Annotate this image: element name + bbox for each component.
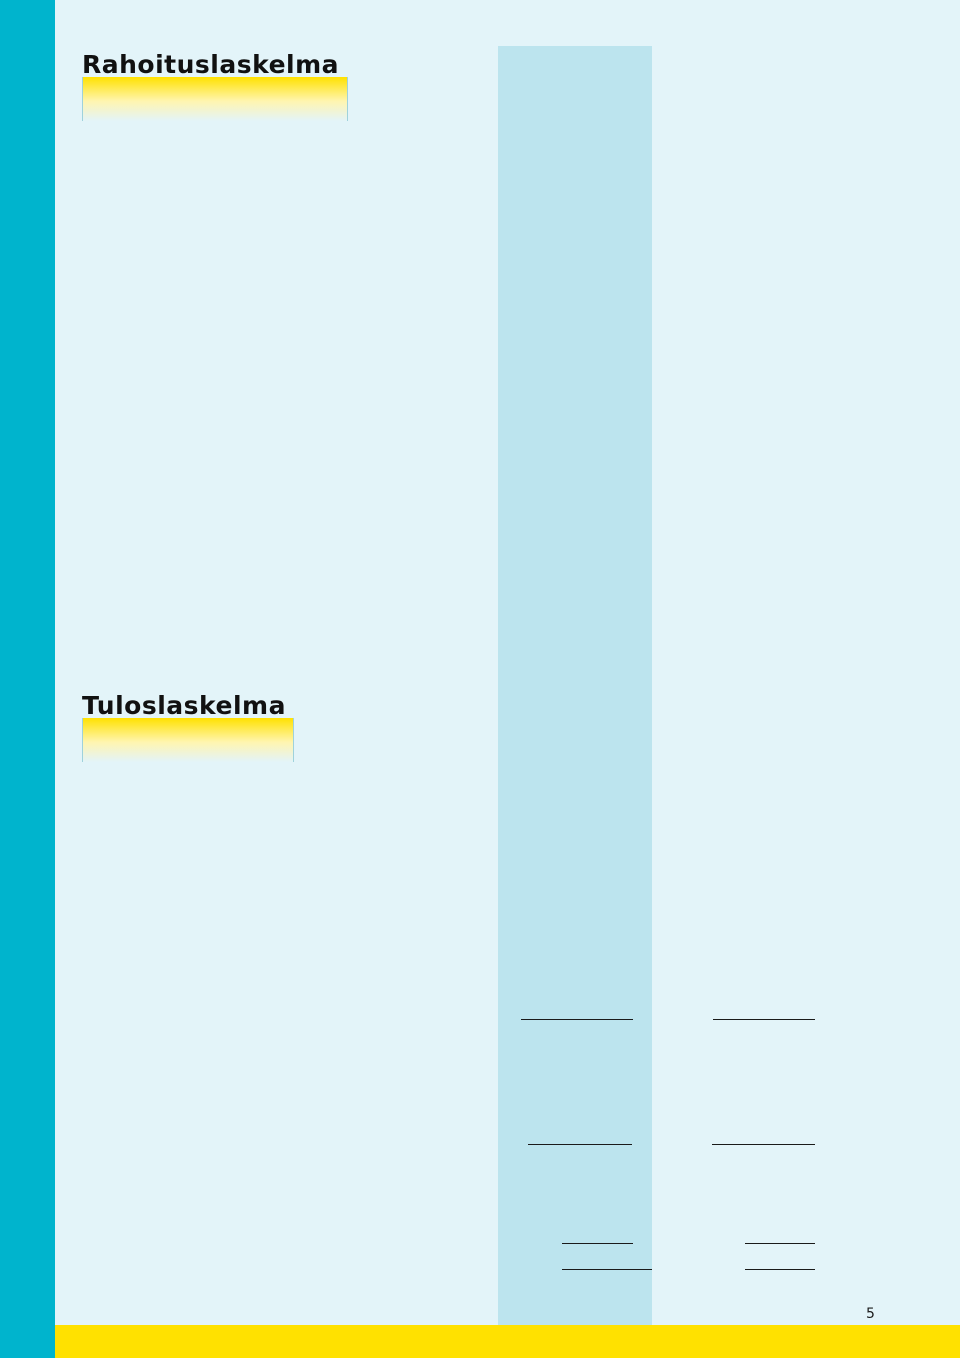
title-swatch-income <box>82 718 294 762</box>
left-color-band <box>0 0 55 1325</box>
cash-flow-title: Rahoituslaskelma <box>82 50 340 79</box>
sum-underline-2003 <box>712 1144 815 1145</box>
page-number: 5 <box>866 1306 875 1322</box>
sum-underline-2003 <box>745 1269 815 1270</box>
sum-underline-2004 <box>521 1019 633 1020</box>
bottom-left-corner <box>0 1325 55 1358</box>
title-swatch-cashflow <box>82 77 348 121</box>
highlight-column <box>498 46 652 1325</box>
bottom-yellow-band <box>55 1325 960 1358</box>
sum-underline-2003 <box>713 1019 815 1020</box>
sum-underline-2004 <box>562 1269 652 1270</box>
sum-underline-2004 <box>528 1144 632 1145</box>
income-title: Tuloslaskelma <box>82 691 286 720</box>
sum-underline-2004 <box>562 1243 633 1244</box>
sum-underline-2003 <box>745 1243 815 1244</box>
